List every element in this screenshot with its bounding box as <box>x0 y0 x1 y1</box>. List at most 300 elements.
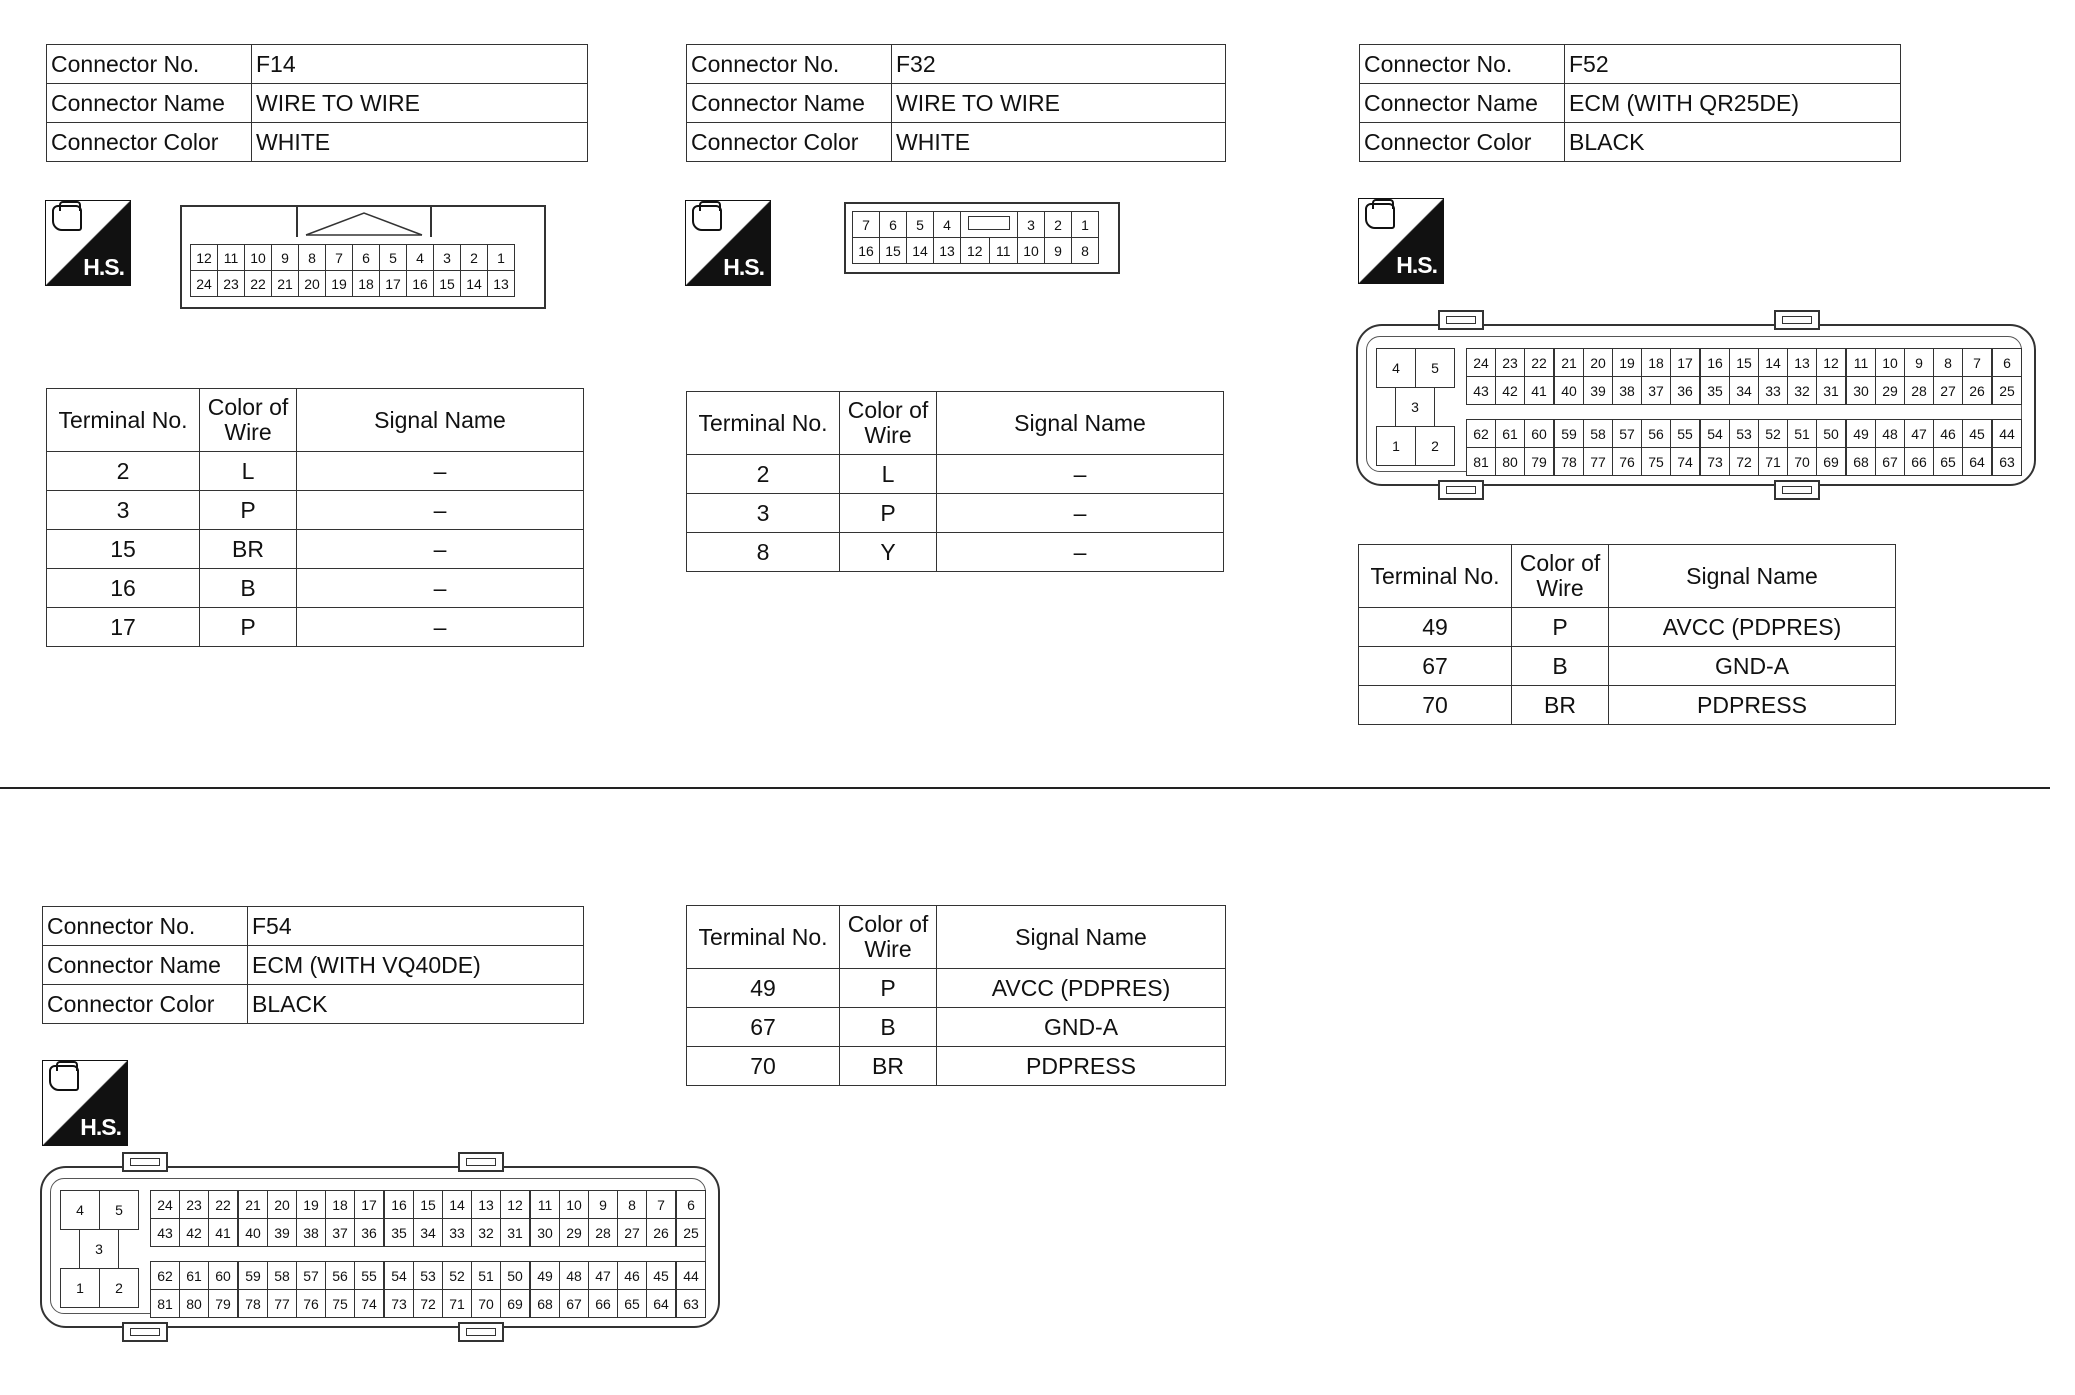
connector-lock-tab <box>1438 310 1484 330</box>
pin-cell: 12 <box>1816 348 1846 377</box>
pin-cell: 16 <box>384 1190 414 1219</box>
pin-cell: 15 <box>413 1190 443 1219</box>
connector-no-value: F52 <box>1565 45 1901 84</box>
pin-cell: 80 <box>179 1289 209 1318</box>
pin-cell: 18 <box>325 1190 355 1219</box>
terminal-no-header: Terminal No. <box>687 392 840 455</box>
pin-cell: 22 <box>245 271 272 297</box>
pin-cell: 61 <box>179 1261 209 1290</box>
pin-cell: 20 <box>299 271 326 297</box>
terminal-no-cell: 15 <box>47 530 200 569</box>
pin-cell: 2 <box>461 245 488 271</box>
pin-cell: 24 <box>1466 348 1496 377</box>
terminal-row <box>47 530 584 569</box>
hs-connector-icon <box>42 1060 128 1146</box>
terminal-no-cell: 49 <box>1359 608 1512 647</box>
pin-cell: 23 <box>179 1190 209 1219</box>
pin-cell: 48 <box>559 1261 589 1290</box>
pin-cell: 26 <box>646 1218 676 1247</box>
terminal-row <box>47 452 584 491</box>
connector-color-label: Connector Color <box>43 985 248 1024</box>
connector-lock-tab <box>122 1152 168 1172</box>
color-of-wire-header: Color of Wire <box>1512 545 1609 608</box>
pin-cell: 21 <box>1554 348 1584 377</box>
pin-cell: 27 <box>617 1218 647 1247</box>
signal-name-cell: – <box>297 491 584 530</box>
signal-name-cell: GND-A <box>1609 647 1896 686</box>
pin-cell: 17 <box>380 271 407 297</box>
wire-color-cell: P <box>200 491 297 530</box>
pin-cell: 35 <box>1700 376 1730 405</box>
pin-cell: 3 <box>434 245 461 271</box>
f32-pin-grid <box>852 211 1099 264</box>
pin-cell: 26 <box>1962 376 1992 405</box>
pin-cell: 68 <box>1846 447 1876 476</box>
f54-terminal-table <box>686 905 1226 1086</box>
pin-cell: 69 <box>500 1289 530 1318</box>
pin-cell: 9 <box>1045 238 1072 264</box>
pin-cell: 18 <box>1641 348 1671 377</box>
pin-cell: 46 <box>1933 419 1963 448</box>
pin-cell: 68 <box>530 1289 560 1318</box>
hs-label: H.S. <box>1396 252 1437 278</box>
pin-cell: 13 <box>1787 348 1817 377</box>
f32-info-table <box>686 44 1226 162</box>
pin-cell: 2 <box>1415 426 1455 466</box>
pin-cell: 4 <box>1376 348 1416 388</box>
terminal-row <box>1359 647 1896 686</box>
pin-cell: 39 <box>267 1218 297 1247</box>
pin-cell: 70 <box>471 1289 501 1318</box>
signal-name-cell: – <box>297 530 584 569</box>
pin-cell: 24 <box>191 271 218 297</box>
pin-cell: 5 <box>1415 348 1455 388</box>
pin-cell: 60 <box>1524 419 1554 448</box>
pin-cell: 81 <box>150 1289 180 1318</box>
hs-label: H.S. <box>83 254 124 280</box>
pin-cell: 44 <box>676 1261 706 1290</box>
pin-cell: 60 <box>208 1261 238 1290</box>
pin-cell: 38 <box>296 1218 326 1247</box>
pin-cell: 54 <box>384 1261 414 1290</box>
pin-cell: 10 <box>1875 348 1905 377</box>
pin-cell: 22 <box>1524 348 1554 377</box>
pin-cell: 8 <box>1072 238 1099 264</box>
pin-cell: 2 <box>99 1268 139 1308</box>
wire-color-cell: B <box>1512 647 1609 686</box>
pin-cell: 52 <box>442 1261 472 1290</box>
pin-cell: 47 <box>588 1261 618 1290</box>
connector-color-label: Connector Color <box>1360 123 1565 162</box>
pin-cell: 45 <box>646 1261 676 1290</box>
pin-cell: 21 <box>272 271 299 297</box>
connector-no-label: Connector No. <box>43 907 248 946</box>
hand-icon <box>1365 203 1395 229</box>
color-of-wire-header: Color of Wire <box>200 389 297 452</box>
connector-name-value: ECM (WITH QR25DE) <box>1565 84 1901 123</box>
pin-cell: 12 <box>500 1190 530 1219</box>
pin-cell: 15 <box>880 238 907 264</box>
pin-cell: 53 <box>413 1261 443 1290</box>
signal-name-header: Signal Name <box>1609 545 1896 608</box>
pin-cell: 12 <box>961 238 990 264</box>
pin-cell: 57 <box>1612 419 1642 448</box>
pin-cell: 37 <box>1641 376 1671 405</box>
pin-cell: 6 <box>1992 348 2022 377</box>
pin-cell: 33 <box>442 1218 472 1247</box>
pin-cell: 76 <box>1612 447 1642 476</box>
pin-cell: 34 <box>413 1218 443 1247</box>
pin-cell: 4 <box>934 212 961 238</box>
pin-cell: 20 <box>267 1190 297 1219</box>
pin-cell: 78 <box>1554 447 1584 476</box>
pin-cell: 51 <box>1787 419 1817 448</box>
pin-cell: 74 <box>1670 447 1700 476</box>
color-of-wire-header: Color of Wire <box>840 392 937 455</box>
pin-cell: 43 <box>150 1218 180 1247</box>
pin-cell: 35 <box>384 1218 414 1247</box>
pin-cell: 36 <box>1670 376 1700 405</box>
signal-name-cell: AVCC (PDPRES) <box>1609 608 1896 647</box>
pin-cell: 62 <box>150 1261 180 1290</box>
connector-color-value: BLACK <box>1565 123 1901 162</box>
pin-cell: 15 <box>1729 348 1759 377</box>
pin-cell: 48 <box>1875 419 1905 448</box>
pin-cell: 8 <box>617 1190 647 1219</box>
pin-cell: 1 <box>488 245 515 271</box>
pin-cell: 11 <box>1846 348 1876 377</box>
pin-cell: 62 <box>1466 419 1496 448</box>
pin-cell: 32 <box>471 1218 501 1247</box>
pin-cell: 13 <box>934 238 961 264</box>
connector-name-value: WIRE TO WIRE <box>892 84 1226 123</box>
pin-cell: 11 <box>218 245 245 271</box>
hs-connector-icon <box>685 200 771 286</box>
pin-cell: 81 <box>1466 447 1496 476</box>
pin-cell: 16 <box>1700 348 1730 377</box>
pin-cell: 25 <box>1992 376 2022 405</box>
pin-cell: 10 <box>1018 238 1045 264</box>
hs-label: H.S. <box>80 1114 121 1140</box>
terminal-no-header: Terminal No. <box>687 906 840 969</box>
pin-cell: 16 <box>407 271 434 297</box>
f14-pin-grid <box>190 244 515 297</box>
pin-cell: 32 <box>1787 376 1817 405</box>
pin-cell: 13 <box>471 1190 501 1219</box>
pin-cell: 21 <box>238 1190 268 1219</box>
signal-name-header: Signal Name <box>937 906 1226 969</box>
terminal-no-cell: 16 <box>47 569 200 608</box>
hs-label: H.S. <box>723 254 764 280</box>
pin-cell: 23 <box>218 271 245 297</box>
wire-color-cell: P <box>200 608 297 647</box>
pin-cell: 19 <box>326 271 353 297</box>
connector-color-value: WHITE <box>892 123 1226 162</box>
pin-cell: 19 <box>296 1190 326 1219</box>
f14-info-table <box>46 44 588 162</box>
pin-cell: 52 <box>1758 419 1788 448</box>
connector-lock-tab <box>1774 480 1820 500</box>
pin-cell: 67 <box>1875 447 1905 476</box>
terminal-row <box>687 1008 1226 1047</box>
pin-cell: 70 <box>1787 447 1817 476</box>
pin-cell: 45 <box>1962 419 1992 448</box>
wire-color-cell: BR <box>840 1047 937 1086</box>
terminal-no-cell: 3 <box>687 494 840 533</box>
pin-cell: 3 <box>79 1229 119 1269</box>
signal-name-cell: PDPRESS <box>937 1047 1226 1086</box>
pin-cell: 15 <box>434 271 461 297</box>
pin-cell: 72 <box>413 1289 443 1318</box>
pin-cell: 14 <box>1758 348 1788 377</box>
pin-cell: 8 <box>299 245 326 271</box>
pin-cell: 10 <box>559 1190 589 1219</box>
wire-color-cell: B <box>840 1008 937 1047</box>
pin-cell: 7 <box>853 212 880 238</box>
pin-cell: 33 <box>1758 376 1788 405</box>
pin-cell: 28 <box>1904 376 1934 405</box>
pin-cell: 59 <box>238 1261 268 1290</box>
pin-cell: 59 <box>1554 419 1584 448</box>
terminal-no-cell: 67 <box>687 1008 840 1047</box>
f52-ecm-connector <box>1356 310 2036 500</box>
connector-name-label: Connector Name <box>1360 84 1565 123</box>
wire-color-cell: BR <box>200 530 297 569</box>
signal-name-cell: – <box>297 569 584 608</box>
connector-no-label: Connector No. <box>47 45 252 84</box>
pin-cell: 8 <box>1933 348 1963 377</box>
pin-cell: 57 <box>296 1261 326 1290</box>
pin-cell: 7 <box>326 245 353 271</box>
wire-color-cell: L <box>840 455 937 494</box>
pin-cell: 27 <box>1933 376 1963 405</box>
hand-icon <box>692 205 722 231</box>
pin-cell: 74 <box>354 1289 384 1318</box>
pin-cell: 46 <box>617 1261 647 1290</box>
wire-color-cell: L <box>200 452 297 491</box>
pin-cell: 2 <box>1045 212 1072 238</box>
pin-cell: 38 <box>1612 376 1642 405</box>
pin-cell: 14 <box>907 238 934 264</box>
connector-lock-tab <box>1774 310 1820 330</box>
pin-cell: 9 <box>272 245 299 271</box>
pin-cell: 76 <box>296 1289 326 1318</box>
signal-name-cell: AVCC (PDPRES) <box>937 969 1226 1008</box>
f52-terminal-table <box>1358 544 1896 725</box>
pin-cell: 66 <box>1904 447 1934 476</box>
pin-cell: 9 <box>1904 348 1934 377</box>
pin-cell: 25 <box>676 1218 706 1247</box>
pin-cell: 13 <box>488 271 515 297</box>
pin-cell: 11 <box>989 238 1018 264</box>
signal-name-cell: – <box>297 452 584 491</box>
pin-cell: 17 <box>354 1190 384 1219</box>
pin-cell: 5 <box>99 1190 139 1230</box>
hs-connector-icon <box>1358 198 1444 284</box>
signal-name-cell: – <box>297 608 584 647</box>
pin-cell: 42 <box>1495 376 1525 405</box>
pin-cell: 77 <box>267 1289 297 1318</box>
pin-cell: 1 <box>60 1268 100 1308</box>
pin-cell: 40 <box>1554 376 1584 405</box>
pin-cell: 29 <box>1875 376 1905 405</box>
hand-icon <box>52 205 82 231</box>
pin-cell: 67 <box>559 1289 589 1318</box>
pin-cell: 6 <box>353 245 380 271</box>
pin-cell: 50 <box>500 1261 530 1290</box>
connector-name-label: Connector Name <box>43 946 248 985</box>
pin-cell: 43 <box>1466 376 1496 405</box>
pin-cell: 63 <box>1992 447 2022 476</box>
connector-no-label: Connector No. <box>687 45 892 84</box>
pin-cell: 10 <box>245 245 272 271</box>
pin-cell: 56 <box>325 1261 355 1290</box>
pin-cell: 23 <box>1495 348 1525 377</box>
connector-lock-tab <box>458 1152 504 1172</box>
pin-row <box>191 271 515 297</box>
pin-cell: 80 <box>1495 447 1525 476</box>
pin-cell: 71 <box>1758 447 1788 476</box>
signal-name-cell: PDPRESS <box>1609 686 1896 725</box>
pin-cell: 39 <box>1583 376 1613 405</box>
pin-cell: 14 <box>442 1190 472 1219</box>
pin-cell: 50 <box>1816 419 1846 448</box>
terminal-no-cell: 70 <box>687 1047 840 1086</box>
pin-cell: 49 <box>1846 419 1876 448</box>
f14-terminal-table <box>46 388 584 647</box>
pin-cell: 31 <box>1816 376 1846 405</box>
signal-name-cell: – <box>937 533 1224 572</box>
pin-cell: 1 <box>1376 426 1416 466</box>
pin-cell: 41 <box>1524 376 1554 405</box>
terminal-row <box>47 608 584 647</box>
pin-cell: 17 <box>1670 348 1700 377</box>
hand-icon <box>49 1065 79 1091</box>
wire-color-cell: P <box>840 494 937 533</box>
terminal-no-cell: 70 <box>1359 686 1512 725</box>
pin-cell: 4 <box>407 245 434 271</box>
f14-latch-lines <box>298 207 430 237</box>
connector-lock-tab <box>122 1322 168 1342</box>
pin-cell: 44 <box>1992 419 2022 448</box>
pin-cell: 7 <box>646 1190 676 1219</box>
pin-cell: 20 <box>1583 348 1613 377</box>
pin-cell: 53 <box>1729 419 1759 448</box>
terminal-no-cell: 2 <box>687 455 840 494</box>
pin-cell: 78 <box>238 1289 268 1318</box>
terminal-row <box>687 1047 1226 1086</box>
pin-cell: 56 <box>1641 419 1671 448</box>
pin-cell: 22 <box>208 1190 238 1219</box>
pin-cell: 63 <box>676 1289 706 1318</box>
connector-no-value: F14 <box>252 45 588 84</box>
pin-cell: 58 <box>1583 419 1613 448</box>
pin-cell: 55 <box>354 1261 384 1290</box>
connector-color-label: Connector Color <box>687 123 892 162</box>
pin-cell: 49 <box>530 1261 560 1290</box>
pin-cell: 6 <box>676 1190 706 1219</box>
pin-cell: 42 <box>179 1218 209 1247</box>
wire-color-cell: P <box>1512 608 1609 647</box>
pin-cell: 71 <box>442 1289 472 1318</box>
connector-name-label: Connector Name <box>687 84 892 123</box>
pin-cell: 3 <box>1395 387 1435 427</box>
pin-cell: 79 <box>1524 447 1554 476</box>
section-divider <box>0 787 2050 789</box>
connector-lock-tab <box>458 1322 504 1342</box>
pin-cell: 79 <box>208 1289 238 1318</box>
connector-no-label: Connector No. <box>1360 45 1565 84</box>
pin-cell: 54 <box>1700 419 1730 448</box>
pin-cell: 69 <box>1816 447 1846 476</box>
pin-cell: 37 <box>325 1218 355 1247</box>
terminal-row <box>687 533 1224 572</box>
terminal-no-cell: 67 <box>1359 647 1512 686</box>
terminal-no-header: Terminal No. <box>1359 545 1512 608</box>
pin-row <box>853 212 1099 238</box>
f14-latch-tab <box>296 205 432 237</box>
pin-cell: 18 <box>353 271 380 297</box>
wire-color-cell: B <box>200 569 297 608</box>
connector-name-label: Connector Name <box>47 84 252 123</box>
pin-cell: 4 <box>60 1190 100 1230</box>
pin-cell: 41 <box>208 1218 238 1247</box>
pin-cell: 19 <box>1612 348 1642 377</box>
pin-row <box>191 245 515 271</box>
pin-cell: 29 <box>559 1218 589 1247</box>
pin-row <box>853 238 1099 264</box>
pin-cell: 12 <box>191 245 218 271</box>
connector-name-value: WIRE TO WIRE <box>252 84 588 123</box>
wire-color-cell: P <box>840 969 937 1008</box>
pin-cell: 30 <box>1846 376 1876 405</box>
pin-cell: 66 <box>588 1289 618 1318</box>
f54-info-table <box>42 906 584 1024</box>
pin-cell: 65 <box>617 1289 647 1318</box>
pin-cell: 9 <box>588 1190 618 1219</box>
terminal-no-cell: 49 <box>687 969 840 1008</box>
terminal-row <box>47 569 584 608</box>
pin-cell: 77 <box>1583 447 1613 476</box>
terminal-no-cell: 2 <box>47 452 200 491</box>
connector-color-label: Connector Color <box>47 123 252 162</box>
signal-name-header: Signal Name <box>297 389 584 452</box>
terminal-no-cell: 3 <box>47 491 200 530</box>
pin-cell: 28 <box>588 1218 618 1247</box>
pin-cell: 34 <box>1729 376 1759 405</box>
pin-cell: 16 <box>853 238 880 264</box>
connector-lock-tab <box>1438 480 1484 500</box>
pin-cell: 40 <box>238 1218 268 1247</box>
color-of-wire-header: Color of Wire <box>840 906 937 969</box>
pin-cell: 36 <box>354 1218 384 1247</box>
f32-terminal-table <box>686 391 1224 572</box>
terminal-row <box>687 455 1224 494</box>
terminal-row <box>687 969 1226 1008</box>
pin-cell: 14 <box>461 271 488 297</box>
pin-cell: 3 <box>1018 212 1045 238</box>
key-slot <box>961 212 1018 238</box>
terminal-row <box>47 491 584 530</box>
terminal-no-cell: 17 <box>47 608 200 647</box>
signal-name-cell: GND-A <box>937 1008 1226 1047</box>
pin-cell: 7 <box>1962 348 1992 377</box>
wire-color-cell: Y <box>840 533 937 572</box>
connector-name-value: ECM (WITH VQ40DE) <box>248 946 584 985</box>
wire-color-cell: BR <box>1512 686 1609 725</box>
signal-name-header: Signal Name <box>937 392 1224 455</box>
pin-cell: 51 <box>471 1261 501 1290</box>
